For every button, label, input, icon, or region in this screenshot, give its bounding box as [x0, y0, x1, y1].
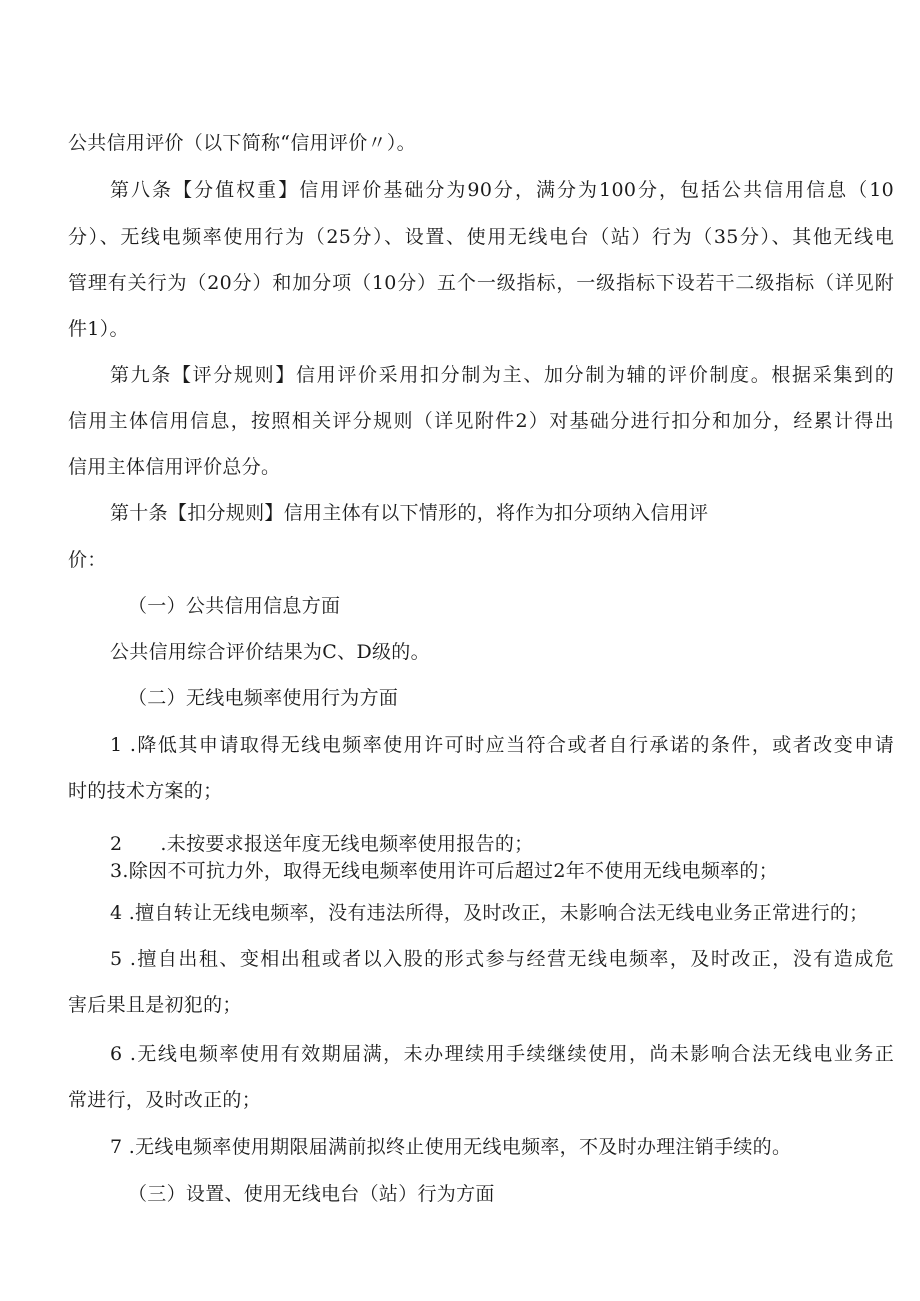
article-8-line: 件1）。 — [68, 318, 129, 340]
article-8-line: 分）、无线电频率使用行为（25分）、设置、使用无线电台（站）行为（35分）、其他无线电 — [68, 226, 894, 248]
section-heading: （三）设置、使用无线电台（站）行为方面 — [128, 1183, 495, 1205]
article-8-line: 第八条【分值权重】信用评价基础分为90分，满分为100分，包括公共信用信息（10 — [110, 179, 894, 201]
list-item-line: 时的技术方案的； — [68, 780, 223, 802]
list-item-line: 7 .无线电频率使用期限届满前拟终止使用无线电频率，不及时办理注销手续的。 — [110, 1136, 792, 1158]
list-item-line: 4 .擅自转让无线电频率，没有违法所得，及时改正，未影响合法无线电业务正常进行的； — [110, 902, 869, 924]
list-item-line: 1 .降低其申请取得无线电频率使用许可时应当符合或者自行承诺的条件，或者改变申请 — [110, 734, 894, 756]
article-9-line: 信用主体信用信息，按照相关评分规则（详见附件2）对基础分进行扣分和加分，经累计得出 — [68, 410, 894, 432]
section-heading: （一）公共信用信息方面 — [128, 595, 341, 617]
article-10-line: 第十条【扣分规则】信用主体有以下情形的，将作为扣分项纳入信用评 — [110, 502, 709, 524]
list-item-line: 2 .未按要求报送年度无线电频率使用报告的； — [110, 833, 534, 855]
article-9-line: 第九条【评分规则】信用评价采用扣分制为主、加分制为辅的评价制度。根据采集到的 — [110, 364, 894, 386]
list-item-line: 3.除因不可抗力外，取得无线电频率使用许可后超过2年不使用无线电频率的； — [110, 860, 779, 882]
section-heading: （二）无线电频率使用行为方面 — [128, 687, 399, 709]
article-10-line: 价： — [68, 549, 107, 571]
paragraph-line: 公共信用评价（以下简称“信用评价〃）。 — [68, 132, 416, 154]
list-item-line: 5 .擅自出租、变相出租或者以入股的形式参与经营无线电频率，及时改正，没有造成危 — [110, 948, 894, 970]
paragraph-line: 公共信用综合评价结果为C、D级的。 — [110, 641, 430, 663]
list-item-line: 6 .无线电频率使用有效期届满，未办理续用手续继续使用，尚未影响合法无线电业务正 — [110, 1043, 894, 1065]
list-item-line: 害后果且是初犯的； — [68, 994, 242, 1016]
list-item-line: 常进行，及时改正的； — [68, 1089, 262, 1111]
article-8-line: 管理有关行为（20分）和加分项（10分）五个一级指标，一级指标下设若干二级指标（详见附 — [68, 272, 894, 294]
article-9-line: 信用主体信用评价总分。 — [68, 456, 281, 478]
